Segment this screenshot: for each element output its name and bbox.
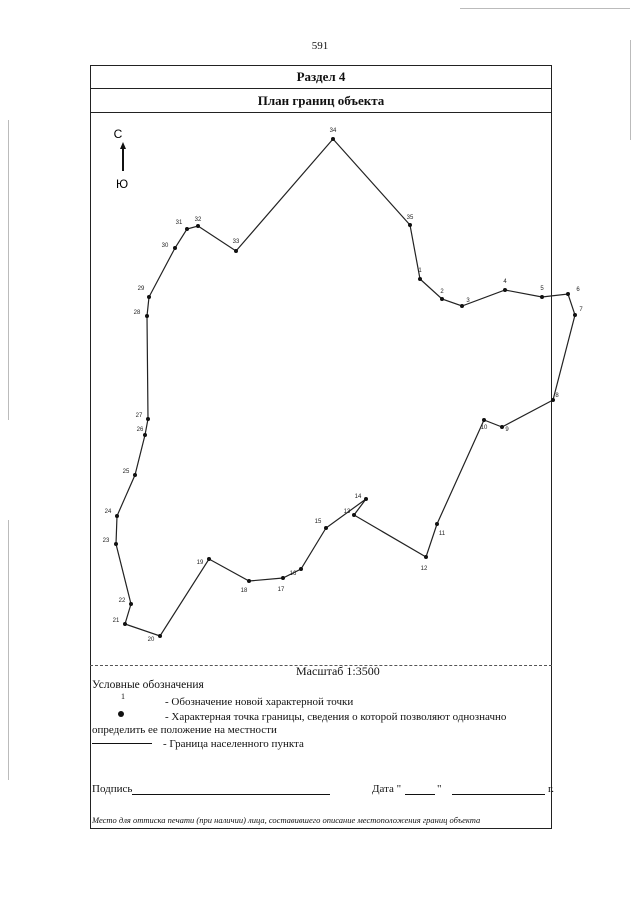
legend-known-point-dot-icon xyxy=(118,711,124,717)
signature-label: Подпись xyxy=(92,783,133,795)
stamp-note: Место для оттиска печати (при наличии) лица, составившего описание местоположения границ объекта xyxy=(92,815,481,825)
boundary-point-marker xyxy=(133,473,137,477)
boundary-point-marker xyxy=(440,297,444,301)
date-day-field[interactable] xyxy=(405,794,435,795)
boundary-point-label: 14 xyxy=(354,494,362,500)
boundary-point-label: 2 xyxy=(440,289,444,295)
compass xyxy=(114,127,128,191)
boundary-line xyxy=(116,139,575,636)
boundary-point-marker xyxy=(196,224,200,228)
boundary-point-marker xyxy=(158,634,162,638)
boundary-point-label: 30 xyxy=(161,243,169,249)
boundary-point-marker xyxy=(424,555,428,559)
boundary-point-label: 35 xyxy=(406,215,414,221)
boundary-point-marker xyxy=(143,433,147,437)
boundary-point-marker xyxy=(207,557,211,561)
plan-title: План границ объекта xyxy=(90,89,552,113)
compass-south-label: Ю xyxy=(115,177,129,191)
legend-known-point-text-cont: определить ее положение на местности xyxy=(92,724,277,736)
boundary-point-label: 17 xyxy=(277,587,285,593)
boundary-point-label: 23 xyxy=(102,538,110,544)
boundary-point-marker xyxy=(540,295,544,299)
legend-new-point-text: - Обозначение новой характерной точки xyxy=(165,696,354,708)
boundary-point-label: 25 xyxy=(122,469,130,475)
boundary-point-label: 18 xyxy=(240,588,248,594)
boundary-point-label: 9 xyxy=(505,427,509,433)
boundary-point-label: 1 xyxy=(418,268,422,274)
boundary-point-label: 32 xyxy=(194,217,202,223)
boundary-point-label: 19 xyxy=(196,560,204,566)
boundary-point-marker xyxy=(234,249,238,253)
boundary-point-marker xyxy=(331,137,335,141)
boundary-point-marker xyxy=(173,246,177,250)
signature-field[interactable] xyxy=(132,794,330,795)
page-number: 591 xyxy=(311,40,329,52)
boundary-point-marker xyxy=(115,514,119,518)
boundary-point-label: 22 xyxy=(118,598,126,604)
boundary-point-marker xyxy=(566,292,570,296)
boundary-map xyxy=(90,113,583,663)
scan-edge-mark xyxy=(460,8,630,9)
date-label: Дата " xyxy=(372,783,402,795)
boundary-point-label: 33 xyxy=(232,239,240,245)
boundary-point-label: 8 xyxy=(555,393,559,399)
date-month-field[interactable] xyxy=(452,794,545,795)
boundary-point-label: 20 xyxy=(147,637,155,643)
boundary-point-marker xyxy=(247,579,251,583)
legend-new-point-symbol: 1 xyxy=(121,692,125,701)
boundary-point-marker xyxy=(500,425,504,429)
boundary-point-label: 12 xyxy=(420,566,428,572)
boundary-point-marker xyxy=(129,602,133,606)
boundary-point-marker xyxy=(435,522,439,526)
boundary-point-label: 3 xyxy=(466,298,470,304)
boundary-point-label: 4 xyxy=(503,279,507,285)
date-year-label: г. xyxy=(548,783,555,795)
section-title: Раздел 4 xyxy=(90,65,552,89)
boundary-point-label: 28 xyxy=(133,310,141,316)
boundary-point-marker xyxy=(146,417,150,421)
boundary-point-marker xyxy=(145,314,149,318)
boundary-point-marker xyxy=(299,567,303,571)
boundary-point-label: 24 xyxy=(104,509,112,515)
legend-border-text: - Граница населенного пункта xyxy=(163,738,304,750)
scan-edge-mark xyxy=(8,520,9,780)
boundary-point-marker xyxy=(503,288,507,292)
boundary-point-marker xyxy=(352,513,356,517)
boundary-point-label: 7 xyxy=(579,307,583,313)
boundary-point-marker xyxy=(418,277,422,281)
date-quote: " xyxy=(437,783,442,795)
legend-known-point-text: - Характерная точка границы, сведения о которой позволяют однозначно xyxy=(165,711,507,723)
boundary-point-label: 16 xyxy=(289,571,297,577)
scale-label: Масштаб 1:3500 xyxy=(296,664,380,678)
boundary-points xyxy=(103,128,584,643)
boundary-point-marker xyxy=(123,622,127,626)
boundary-point-label: 10 xyxy=(480,425,488,431)
compass-arrowhead-icon xyxy=(120,142,126,149)
boundary-point-label: 29 xyxy=(137,286,145,292)
boundary-point-label: 21 xyxy=(112,618,120,624)
legend-border-line-icon xyxy=(92,743,152,744)
scan-edge-mark xyxy=(8,120,9,420)
boundary-point-label: 5 xyxy=(540,286,544,292)
boundary-point-marker xyxy=(281,576,285,580)
boundary-point-marker xyxy=(364,497,368,501)
boundary-point-label: 15 xyxy=(314,519,322,525)
boundary-point-marker xyxy=(408,223,412,227)
boundary-point-label: 11 xyxy=(438,531,446,537)
boundary-point-marker xyxy=(147,295,151,299)
boundary-point-marker xyxy=(114,542,118,546)
boundary-point-label: 26 xyxy=(136,427,144,433)
boundary-point-marker xyxy=(185,227,189,231)
boundary-point-marker xyxy=(324,526,328,530)
boundary-point-label: 34 xyxy=(329,128,337,134)
boundary-point-marker xyxy=(482,418,486,422)
boundary-point-label: 6 xyxy=(576,287,580,293)
boundary-point-marker xyxy=(460,304,464,308)
scan-edge-mark xyxy=(630,40,631,140)
boundary-point-marker xyxy=(573,313,577,317)
boundary-point-label: 27 xyxy=(135,413,143,419)
compass-north-label: С xyxy=(113,127,123,141)
legend-title: Условные обозначения xyxy=(92,679,204,691)
boundary-point-label: 31 xyxy=(175,220,183,226)
boundary-point-label: 13 xyxy=(343,509,351,515)
